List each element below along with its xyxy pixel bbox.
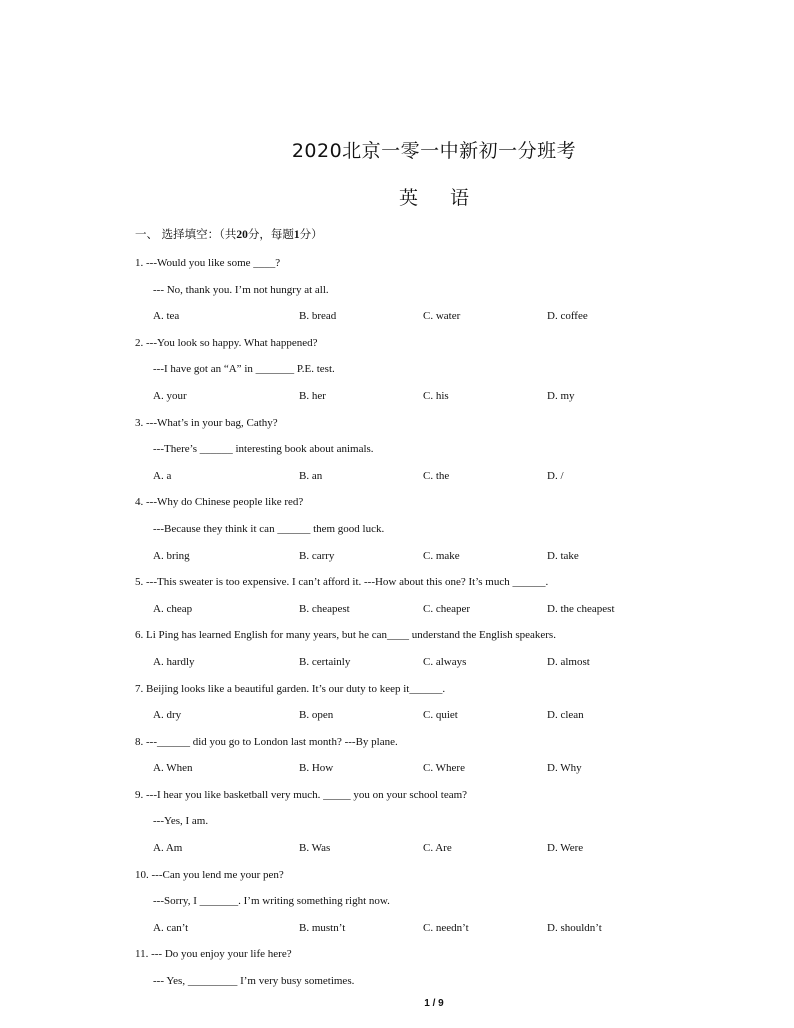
question-stem: 8. ---______ did you go to London last month? ---By plane. <box>135 735 398 748</box>
answer-option-d: D. / <box>547 469 564 482</box>
answer-option-a: A. bring <box>153 549 190 562</box>
answer-option-a: A. Am <box>153 842 183 855</box>
question-list <box>135 254 655 999</box>
question-stem: 3. ---What’s in your bag, Cathy? <box>135 416 278 429</box>
question-stem: 9. ---I hear you like basketball very much. _____ you on your school team? <box>135 788 468 801</box>
answer-option-b: B. cheapest <box>299 602 350 615</box>
answer-option-b: B. How <box>299 762 334 775</box>
question-response: ---There’s ______ interesting book about animals. <box>153 443 374 456</box>
answer-option-b: B. an <box>299 469 323 482</box>
question-response: ---Sorry, I _______. I’m writing something right now. <box>153 895 390 908</box>
question-item <box>135 945 655 998</box>
answer-options <box>135 759 655 786</box>
answer-option-c: C. Where <box>423 762 465 775</box>
question-item <box>135 733 655 786</box>
question-response: ---Yes, I am. <box>153 815 209 828</box>
answer-option-d: D. Were <box>547 842 584 855</box>
answer-option-c: C. the <box>423 469 450 482</box>
section-each: 1 <box>293 229 300 241</box>
answer-options <box>135 839 655 866</box>
subject-char-2: 语 <box>450 187 470 209</box>
answer-option-d: D. clean <box>547 709 584 722</box>
answer-options <box>135 387 655 414</box>
exam-subject <box>0 183 794 210</box>
page-number: 1 / 9 <box>424 998 444 1009</box>
answer-options <box>135 706 655 733</box>
answer-option-c: C. needn’t <box>423 921 469 934</box>
question-item <box>135 254 655 334</box>
question-response: --- Yes, _________ I’m very busy sometimes. <box>153 975 355 988</box>
subject-char-1: 英 <box>398 187 418 209</box>
answer-option-c: C. make <box>423 549 460 562</box>
answer-options <box>135 600 655 627</box>
answer-options <box>135 653 655 680</box>
answer-option-d: D. shouldn’t <box>547 921 602 934</box>
question-item <box>135 493 655 573</box>
question-response: ---Because they think it can ______ them good luck. <box>153 522 385 535</box>
answer-option-b: B. bread <box>299 310 337 323</box>
answer-option-c: C. his <box>423 389 449 402</box>
question-stem: 5. ---This sweater is too expensive. I can’t afford it. ---How about this one? It’s much ______. <box>135 576 549 589</box>
answer-option-a: A. When <box>153 762 193 775</box>
answer-option-a: A. a <box>153 469 172 482</box>
answer-option-c: C. Are <box>423 842 452 855</box>
section-suffix: 分） <box>299 227 323 241</box>
answer-option-a: A. can’t <box>153 921 189 934</box>
answer-option-b: B. open <box>299 709 334 722</box>
question-item <box>135 626 655 679</box>
answer-option-c: C. quiet <box>423 709 458 722</box>
question-stem: 1. ---Would you like some ____? <box>135 257 281 269</box>
answer-option-a: A. cheap <box>153 602 193 615</box>
answer-option-a: A. dry <box>153 709 182 722</box>
answer-option-b: B. mustn’t <box>299 921 346 934</box>
answer-option-a: A. your <box>153 389 187 402</box>
answer-option-d: D. my <box>547 389 575 402</box>
question-stem: 7. Beijing looks like a beautiful garden. It’s our duty to keep it______. <box>135 682 446 695</box>
answer-option-c: C. water <box>423 310 461 323</box>
answer-options <box>135 919 655 946</box>
question-stem: 10. ---Can you lend me your pen? <box>135 868 284 881</box>
answer-option-c: C. cheaper <box>423 602 471 615</box>
question-stem: 6. Li Ping has learned English for many years, but he can____ understand the English speakers. <box>135 629 556 642</box>
answer-option-d: D. Why <box>547 762 582 775</box>
answer-option-d: D. the cheapest <box>547 602 615 615</box>
answer-option-c: C. always <box>423 655 467 668</box>
section-heading <box>135 226 323 242</box>
question-response: --- No, thank you. I’m not hungry at all. <box>153 283 329 296</box>
answer-option-d: D. take <box>547 549 579 562</box>
section-prefix: 一、 选择填空：（共 <box>135 227 237 241</box>
answer-options <box>135 547 655 574</box>
answer-option-a: A. hardly <box>153 655 195 668</box>
question-stem: 11. --- Do you enjoy your life here? <box>135 948 292 961</box>
answer-option-b: B. her <box>299 389 326 402</box>
question-item <box>135 866 655 946</box>
exam-title: 2020北京一零一中新初一分班考 <box>291 140 577 162</box>
question-response: ---I have got an “A” in _______ P.E. test. <box>153 363 335 376</box>
answer-option-b: B. certainly <box>299 655 351 668</box>
answer-option-d: D. almost <box>547 655 590 668</box>
section-total: 20 <box>236 229 248 241</box>
section-mid: 分，每题 <box>247 227 294 241</box>
answer-option-b: B. carry <box>299 549 335 562</box>
answer-options <box>135 467 655 494</box>
question-stem: 4. ---Why do Chinese people like red? <box>135 496 304 509</box>
question-item <box>135 414 655 494</box>
question-item <box>135 573 655 626</box>
answer-option-a: A. tea <box>153 310 180 323</box>
question-item <box>135 334 655 414</box>
question-item <box>135 786 655 866</box>
answer-options <box>135 307 655 334</box>
question-item <box>135 680 655 733</box>
question-stem: 2. ---You look so happy. What happened? <box>135 336 318 349</box>
answer-option-b: B. Was <box>299 842 331 855</box>
answer-option-d: D. coffee <box>547 310 588 323</box>
